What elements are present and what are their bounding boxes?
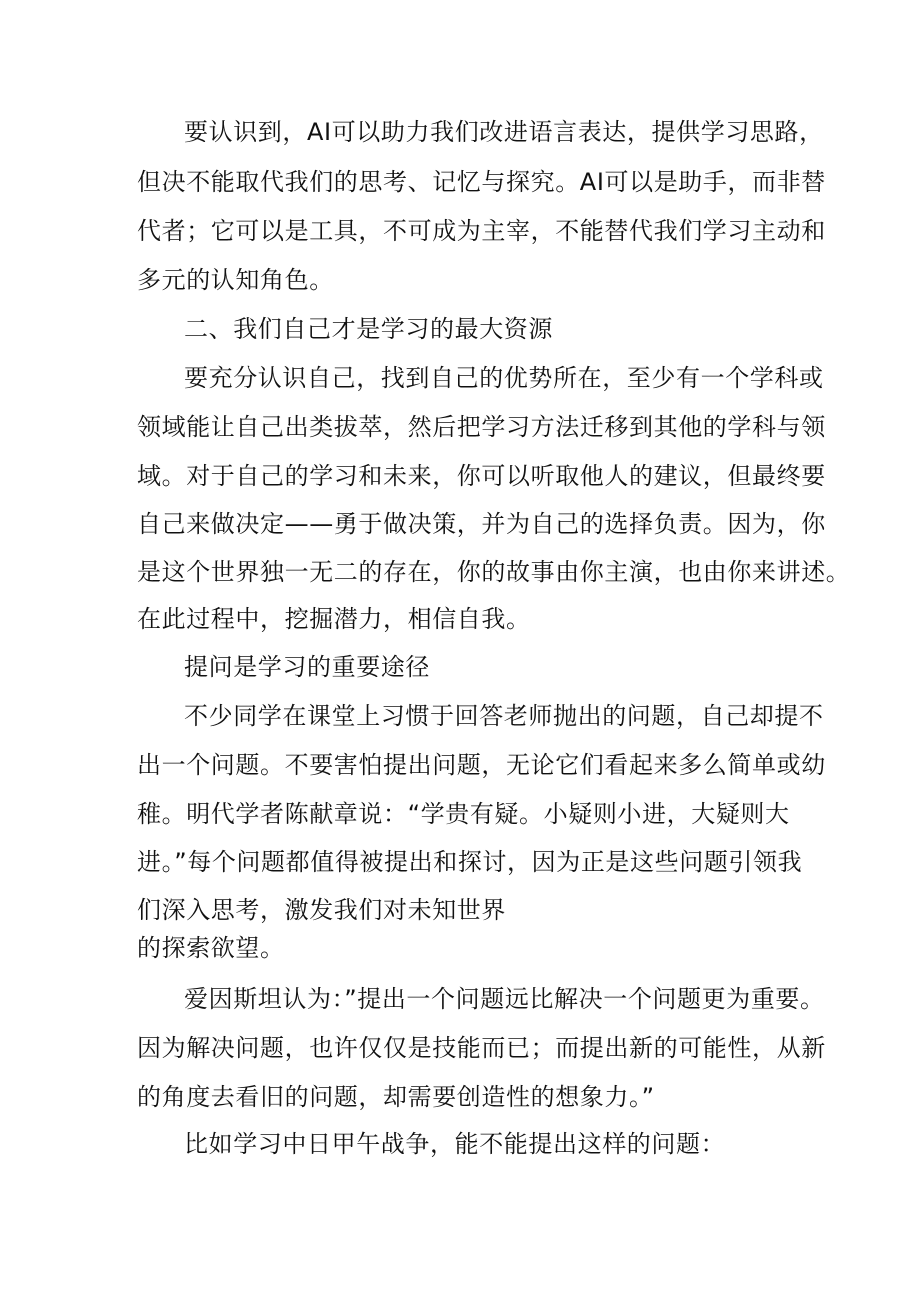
- text-line: 不少同学在课堂上习惯于回答老师抛出的问题，自己却提不: [184, 702, 824, 730]
- text-line: 要充分认识自己，找到自己的优势所在，至少有一个学科或: [184, 364, 824, 392]
- text-line: 在此过程中，挖掘潜力，相信自我。: [137, 605, 531, 633]
- text-line: 多元的认知角色。: [137, 266, 334, 294]
- text-line: 进。”每个问题都值得被提出和探讨，因为正是这些问题引领我: [137, 848, 803, 876]
- text-line: 们深入思考，激发我们对未知世界: [137, 896, 506, 924]
- text-line: 但决不能取代我们的思考、记忆与探究。AI可以是助手，而非替: [137, 168, 826, 196]
- text-line: 出一个问题。不要害怕提出问题，无论它们看起来多么简单或幼: [137, 751, 826, 779]
- text-line: 的角度去看旧的问题，却需要创造性的想象力。”: [137, 1083, 655, 1111]
- text-line: 是这个世界独一无二的存在，你的故事由你主演，也由你来讲述。: [137, 558, 851, 586]
- text-line: 要认识到，AI可以助力我们改进语言表达，提供学习思路，: [184, 118, 824, 146]
- text-line: 的探索欲望。: [137, 934, 285, 962]
- text-line: 域。对于自己的学习和未来，你可以听取他人的建议，但最终要: [137, 462, 826, 490]
- text-line: 稚。明代学者陈献章说：“学贵有疑。小疑则小进，大疑则大: [137, 800, 790, 828]
- text-line: 爱因斯坦认为：”提出一个问题远比解决一个问题更为重要。: [184, 985, 825, 1013]
- section-heading: 提问是学习的重要途径: [184, 653, 430, 681]
- text-line: 比如学习中日甲午战争，能不能提出这样的问题：: [184, 1130, 726, 1158]
- section-heading: 二、我们自己才是学习的最大资源: [184, 315, 553, 343]
- text-line: 因为解决问题，也许仅仅是技能而已；而提出新的可能性，从新: [137, 1034, 826, 1062]
- text-line: 代者；它可以是工具，不可成为主宰，不能替代我们学习主动和: [137, 217, 826, 245]
- text-line: 自己来做决定——勇于做决策，并为自己的选择负责。因为，你: [137, 510, 826, 538]
- text-line: 领域能让自己出类拔萃，然后把学习方法迁移到其他的学科与领: [137, 413, 826, 441]
